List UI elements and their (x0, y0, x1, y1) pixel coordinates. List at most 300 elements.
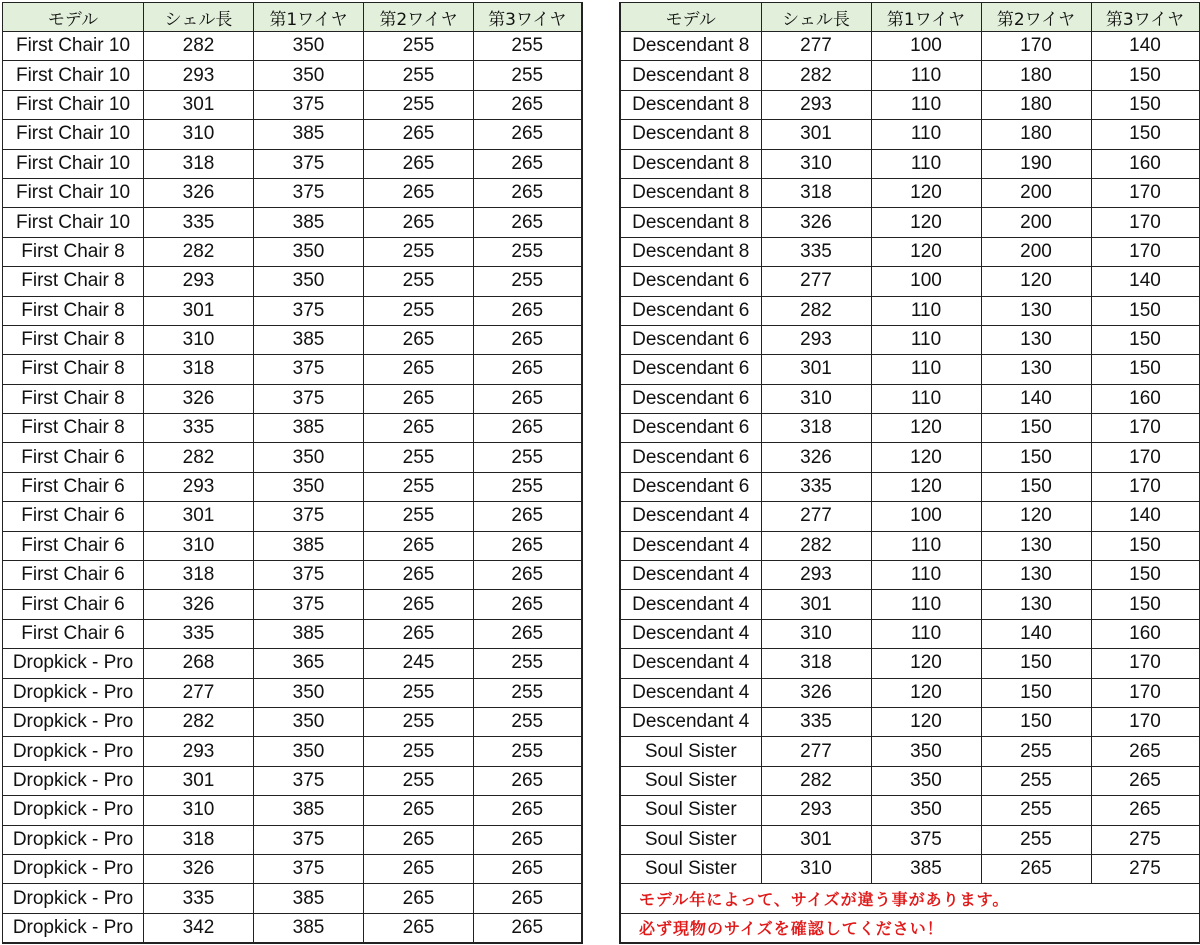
cell-wire-1: 385 (254, 884, 364, 913)
cell-model: Soul Sister (620, 796, 761, 825)
cell-wire-3: 265 (474, 90, 582, 119)
cell-shell-length: 335 (144, 208, 254, 237)
cell-model: Descendant 6 (620, 267, 761, 296)
cell-model: Descendant 8 (620, 149, 761, 178)
cell-wire-1: 110 (871, 90, 981, 119)
table-row (3, 737, 582, 766)
cell-wire-2: 200 (981, 208, 1091, 237)
cell-shell-length: 318 (761, 178, 871, 207)
cell-wire-3: 265 (1091, 796, 1199, 825)
header-wire-2: 第2ワイヤ (364, 3, 474, 32)
table-row (3, 120, 582, 149)
table-row (3, 208, 582, 237)
cell-shell-length: 282 (761, 61, 871, 90)
cell-wire-1: 375 (254, 149, 364, 178)
cell-shell-length: 301 (761, 355, 871, 384)
table-row (620, 32, 1199, 61)
cell-model: Descendant 8 (620, 32, 761, 61)
cell-shell-length: 326 (761, 443, 871, 472)
cell-wire-3: 150 (1091, 561, 1199, 590)
cell-model: Descendant 4 (620, 561, 761, 590)
cell-wire-3: 265 (474, 502, 582, 531)
cell-wire-2: 120 (981, 267, 1091, 296)
cell-wire-3: 255 (474, 678, 582, 707)
cell-model: First Chair 6 (3, 619, 144, 648)
cell-wire-1: 120 (871, 237, 981, 266)
cell-wire-3: 160 (1091, 384, 1199, 413)
cell-wire-3: 265 (474, 619, 582, 648)
cell-wire-2: 190 (981, 149, 1091, 178)
table-row (620, 237, 1199, 266)
cell-wire-2: 130 (981, 355, 1091, 384)
cell-wire-2: 150 (981, 649, 1091, 678)
cell-wire-1: 120 (871, 678, 981, 707)
table-row (3, 707, 582, 736)
cell-shell-length: 326 (144, 854, 254, 883)
cell-shell-length: 326 (144, 384, 254, 413)
cell-wire-2: 265 (364, 825, 474, 854)
cell-shell-length: 277 (761, 32, 871, 61)
cell-model: First Chair 10 (3, 120, 144, 149)
cell-wire-3: 150 (1091, 531, 1199, 560)
cell-wire-2: 120 (981, 502, 1091, 531)
table-row (620, 531, 1199, 560)
cell-wire-1: 385 (871, 854, 981, 883)
cell-wire-2: 255 (364, 61, 474, 90)
table-row (620, 384, 1199, 413)
cell-wire-2: 255 (364, 267, 474, 296)
cell-model: First Chair 8 (3, 414, 144, 443)
cell-wire-2: 265 (364, 619, 474, 648)
left-spec-table (2, 2, 583, 944)
cell-wire-2: 265 (364, 796, 474, 825)
cell-model: Descendant 4 (620, 678, 761, 707)
cell-model: Descendant 4 (620, 649, 761, 678)
cell-shell-length: 318 (144, 825, 254, 854)
cell-wire-2: 255 (364, 766, 474, 795)
cell-wire-3: 265 (474, 296, 582, 325)
cell-model: Soul Sister (620, 737, 761, 766)
cell-wire-2: 140 (981, 384, 1091, 413)
cell-wire-2: 255 (364, 678, 474, 707)
cell-wire-1: 385 (254, 208, 364, 237)
cell-wire-2: 180 (981, 120, 1091, 149)
cell-model: Dropkick - Pro (3, 913, 144, 943)
header-wire-3: 第3ワイヤ (474, 3, 582, 32)
cell-wire-3: 265 (474, 590, 582, 619)
cell-wire-1: 100 (871, 267, 981, 296)
cell-shell-length: 293 (761, 325, 871, 354)
cell-model: Descendant 6 (620, 296, 761, 325)
cell-wire-2: 265 (364, 149, 474, 178)
cell-wire-3: 265 (474, 149, 582, 178)
cell-wire-2: 170 (981, 32, 1091, 61)
cell-model: Descendant 4 (620, 531, 761, 560)
cell-wire-3: 150 (1091, 120, 1199, 149)
table-row (620, 619, 1199, 648)
cell-wire-2: 255 (364, 737, 474, 766)
cell-wire-1: 110 (871, 149, 981, 178)
cell-wire-1: 385 (254, 325, 364, 354)
cell-wire-2: 265 (364, 414, 474, 443)
cell-wire-1: 110 (871, 561, 981, 590)
table-row (620, 61, 1199, 90)
cell-wire-2: 255 (364, 443, 474, 472)
cell-wire-1: 120 (871, 472, 981, 501)
cell-wire-3: 170 (1091, 472, 1199, 501)
cell-shell-length: 301 (761, 120, 871, 149)
cell-wire-3: 265 (474, 531, 582, 560)
cell-wire-2: 265 (364, 325, 474, 354)
table-row (3, 531, 582, 560)
cell-wire-1: 385 (254, 531, 364, 560)
cell-shell-length: 301 (144, 296, 254, 325)
cell-shell-length: 293 (144, 472, 254, 501)
cell-shell-length: 326 (144, 590, 254, 619)
cell-wire-1: 110 (871, 531, 981, 560)
cell-model: Dropkick - Pro (3, 678, 144, 707)
cell-shell-length: 301 (144, 502, 254, 531)
cell-shell-length: 310 (761, 384, 871, 413)
cell-model: First Chair 8 (3, 384, 144, 413)
table-row (620, 502, 1199, 531)
cell-shell-length: 282 (144, 237, 254, 266)
cell-wire-1: 120 (871, 707, 981, 736)
cell-model: First Chair 8 (3, 296, 144, 325)
cell-wire-3: 265 (474, 178, 582, 207)
cell-wire-1: 375 (254, 178, 364, 207)
cell-wire-3: 170 (1091, 443, 1199, 472)
cell-shell-length: 277 (761, 502, 871, 531)
table-row (620, 707, 1199, 736)
cell-wire-3: 255 (474, 61, 582, 90)
cell-wire-1: 375 (254, 296, 364, 325)
cell-shell-length: 268 (144, 649, 254, 678)
cell-model: First Chair 6 (3, 590, 144, 619)
cell-shell-length: 293 (144, 737, 254, 766)
cell-shell-length: 282 (144, 443, 254, 472)
cell-model: Descendant 6 (620, 472, 761, 501)
cell-wire-3: 255 (474, 649, 582, 678)
cell-wire-1: 375 (254, 854, 364, 883)
cell-shell-length: 301 (144, 90, 254, 119)
cell-wire-2: 130 (981, 561, 1091, 590)
cell-wire-2: 265 (364, 208, 474, 237)
cell-shell-length: 318 (761, 649, 871, 678)
table-row (3, 178, 582, 207)
cell-wire-1: 385 (254, 414, 364, 443)
cell-model: Descendant 6 (620, 443, 761, 472)
table-row (620, 854, 1199, 883)
cell-wire-3: 265 (474, 825, 582, 854)
cell-shell-length: 326 (761, 208, 871, 237)
cell-wire-3: 150 (1091, 296, 1199, 325)
cell-model: Descendant 8 (620, 208, 761, 237)
cell-model: Descendant 8 (620, 120, 761, 149)
cell-shell-length: 310 (144, 120, 254, 149)
cell-shell-length: 310 (144, 325, 254, 354)
table-row (620, 678, 1199, 707)
cell-model: Descendant 6 (620, 414, 761, 443)
cell-wire-3: 170 (1091, 237, 1199, 266)
cell-wire-1: 110 (871, 296, 981, 325)
right-spec-table (619, 2, 1200, 944)
cell-wire-1: 350 (254, 443, 364, 472)
header-wire-1: 第1ワイヤ (871, 3, 981, 32)
cell-wire-2: 180 (981, 90, 1091, 119)
cell-model: First Chair 10 (3, 149, 144, 178)
cell-shell-length: 310 (761, 854, 871, 883)
header-wire-2: 第2ワイヤ (981, 3, 1091, 32)
cell-wire-3: 140 (1091, 502, 1199, 531)
table-row (620, 120, 1199, 149)
cell-wire-1: 100 (871, 32, 981, 61)
cell-wire-3: 255 (474, 737, 582, 766)
cell-wire-2: 265 (364, 355, 474, 384)
cell-wire-3: 265 (474, 854, 582, 883)
table-row (620, 649, 1199, 678)
cell-model: Descendant 4 (620, 590, 761, 619)
table-row (3, 32, 582, 61)
table-row (3, 649, 582, 678)
table-row (620, 590, 1199, 619)
cell-wire-3: 265 (474, 561, 582, 590)
cell-wire-3: 255 (474, 237, 582, 266)
table-row (620, 208, 1199, 237)
cell-wire-1: 110 (871, 590, 981, 619)
cell-shell-length: 277 (144, 678, 254, 707)
cell-wire-2: 265 (364, 384, 474, 413)
table-row (620, 267, 1199, 296)
cell-wire-3: 150 (1091, 325, 1199, 354)
cell-shell-length: 318 (144, 561, 254, 590)
cell-wire-2: 255 (364, 90, 474, 119)
cell-wire-1: 375 (871, 825, 981, 854)
cell-shell-length: 335 (761, 472, 871, 501)
cell-model: First Chair 10 (3, 90, 144, 119)
cell-model: Soul Sister (620, 766, 761, 795)
cell-wire-3: 170 (1091, 678, 1199, 707)
cell-wire-1: 375 (254, 825, 364, 854)
cell-wire-1: 385 (254, 619, 364, 648)
cell-shell-length: 282 (761, 531, 871, 560)
cell-model: Descendant 6 (620, 384, 761, 413)
cell-wire-1: 110 (871, 325, 981, 354)
table-row (3, 267, 582, 296)
cell-wire-2: 265 (364, 531, 474, 560)
cell-wire-2: 265 (364, 854, 474, 883)
table-row (3, 825, 582, 854)
cell-model: Soul Sister (620, 825, 761, 854)
table-row (3, 913, 582, 943)
cell-wire-2: 180 (981, 61, 1091, 90)
table-row (3, 854, 582, 883)
cell-wire-1: 385 (254, 120, 364, 149)
cell-wire-1: 110 (871, 61, 981, 90)
table-row (620, 149, 1199, 178)
table-row (620, 325, 1199, 354)
cell-shell-length: 293 (144, 267, 254, 296)
cell-wire-3: 160 (1091, 619, 1199, 648)
cell-wire-3: 265 (474, 355, 582, 384)
cell-model: First Chair 6 (3, 561, 144, 590)
cell-model: Dropkick - Pro (3, 884, 144, 913)
cell-wire-2: 265 (364, 120, 474, 149)
cell-wire-2: 255 (364, 472, 474, 501)
cell-model: Descendant 8 (620, 90, 761, 119)
cell-wire-3: 170 (1091, 178, 1199, 207)
cell-model: Dropkick - Pro (3, 737, 144, 766)
header-model: モデル (620, 3, 761, 32)
cell-model: Dropkick - Pro (3, 707, 144, 736)
cell-wire-3: 170 (1091, 414, 1199, 443)
cell-wire-1: 375 (254, 90, 364, 119)
cell-wire-2: 200 (981, 178, 1091, 207)
cell-wire-1: 110 (871, 355, 981, 384)
cell-wire-3: 255 (474, 32, 582, 61)
table-row (3, 619, 582, 648)
cell-wire-2: 265 (364, 884, 474, 913)
table-row (3, 90, 582, 119)
cell-model: First Chair 10 (3, 61, 144, 90)
cell-wire-3: 150 (1091, 590, 1199, 619)
cell-shell-length: 277 (761, 737, 871, 766)
cell-wire-3: 265 (474, 766, 582, 795)
table-row (3, 325, 582, 354)
cell-model: First Chair 8 (3, 237, 144, 266)
header-shell-length: シェル長 (761, 3, 871, 32)
table-row (3, 590, 582, 619)
cell-shell-length: 282 (761, 296, 871, 325)
cell-wire-1: 120 (871, 414, 981, 443)
table-row (620, 825, 1199, 854)
cell-model: First Chair 6 (3, 472, 144, 501)
cell-model: Descendant 8 (620, 178, 761, 207)
cell-model: First Chair 6 (3, 443, 144, 472)
cell-wire-2: 150 (981, 678, 1091, 707)
cell-wire-1: 375 (254, 766, 364, 795)
cell-shell-length: 301 (144, 766, 254, 795)
cell-wire-2: 245 (364, 649, 474, 678)
cell-shell-length: 326 (761, 678, 871, 707)
table-row (620, 796, 1199, 825)
cell-shell-length: 310 (761, 149, 871, 178)
cell-model: First Chair 10 (3, 178, 144, 207)
cell-wire-3: 265 (1091, 766, 1199, 795)
cell-wire-2: 265 (364, 561, 474, 590)
cell-shell-length: 310 (761, 619, 871, 648)
cell-wire-3: 275 (1091, 825, 1199, 854)
cell-model: Dropkick - Pro (3, 766, 144, 795)
cell-wire-2: 150 (981, 707, 1091, 736)
table-row (3, 472, 582, 501)
cell-wire-2: 265 (364, 590, 474, 619)
cell-wire-2: 140 (981, 619, 1091, 648)
cell-wire-1: 350 (254, 61, 364, 90)
cell-wire-1: 350 (254, 237, 364, 266)
cell-model: Dropkick - Pro (3, 649, 144, 678)
cell-wire-2: 130 (981, 531, 1091, 560)
cell-wire-1: 110 (871, 384, 981, 413)
cell-wire-2: 265 (364, 178, 474, 207)
cell-shell-length: 293 (761, 796, 871, 825)
table-row (620, 443, 1199, 472)
table-row (3, 884, 582, 913)
cell-wire-2: 265 (364, 913, 474, 943)
cell-wire-1: 375 (254, 590, 364, 619)
cell-wire-2: 150 (981, 472, 1091, 501)
table-row (620, 766, 1199, 795)
cell-wire-3: 265 (474, 208, 582, 237)
cell-wire-1: 110 (871, 619, 981, 648)
table-row (620, 178, 1199, 207)
cell-wire-1: 365 (254, 649, 364, 678)
cell-model: Descendant 8 (620, 237, 761, 266)
header-shell-length: シェル長 (144, 3, 254, 32)
cell-model: Soul Sister (620, 854, 761, 883)
cell-shell-length: 318 (761, 414, 871, 443)
cell-wire-3: 170 (1091, 707, 1199, 736)
note-row (620, 884, 1199, 913)
cell-wire-3: 265 (1091, 737, 1199, 766)
cell-model: First Chair 6 (3, 502, 144, 531)
cell-wire-3: 150 (1091, 90, 1199, 119)
cell-wire-2: 130 (981, 296, 1091, 325)
cell-shell-length: 318 (144, 355, 254, 384)
cell-wire-2: 255 (364, 237, 474, 266)
cell-wire-1: 350 (871, 737, 981, 766)
cell-model: First Chair 8 (3, 267, 144, 296)
cell-wire-3: 170 (1091, 649, 1199, 678)
table-row (3, 414, 582, 443)
cell-shell-length: 293 (761, 90, 871, 119)
cell-shell-length: 335 (144, 619, 254, 648)
cell-wire-2: 255 (981, 737, 1091, 766)
cell-wire-3: 265 (474, 384, 582, 413)
cell-wire-3: 170 (1091, 208, 1199, 237)
cell-wire-2: 200 (981, 237, 1091, 266)
table-row (3, 61, 582, 90)
cell-wire-2: 255 (364, 32, 474, 61)
cell-wire-3: 265 (474, 325, 582, 354)
cell-wire-3: 265 (474, 884, 582, 913)
cell-wire-2: 255 (981, 766, 1091, 795)
cell-wire-1: 350 (871, 796, 981, 825)
cell-wire-1: 375 (254, 355, 364, 384)
header-model: モデル (3, 3, 144, 32)
cell-shell-length: 335 (144, 884, 254, 913)
table-row (3, 502, 582, 531)
table-row (620, 737, 1199, 766)
table-row (620, 414, 1199, 443)
cell-wire-2: 255 (364, 502, 474, 531)
table-row (3, 561, 582, 590)
note-row (620, 913, 1199, 943)
cell-model: Descendant 4 (620, 619, 761, 648)
cell-model: First Chair 8 (3, 355, 144, 384)
cell-model: Descendant 4 (620, 502, 761, 531)
cell-model: First Chair 10 (3, 208, 144, 237)
table-row (3, 796, 582, 825)
cell-wire-3: 150 (1091, 355, 1199, 384)
table-row (620, 355, 1199, 384)
cell-wire-1: 350 (254, 678, 364, 707)
cell-wire-1: 110 (871, 120, 981, 149)
cell-shell-length: 335 (144, 414, 254, 443)
cell-shell-length: 277 (761, 267, 871, 296)
cell-wire-3: 140 (1091, 267, 1199, 296)
cell-wire-1: 100 (871, 502, 981, 531)
